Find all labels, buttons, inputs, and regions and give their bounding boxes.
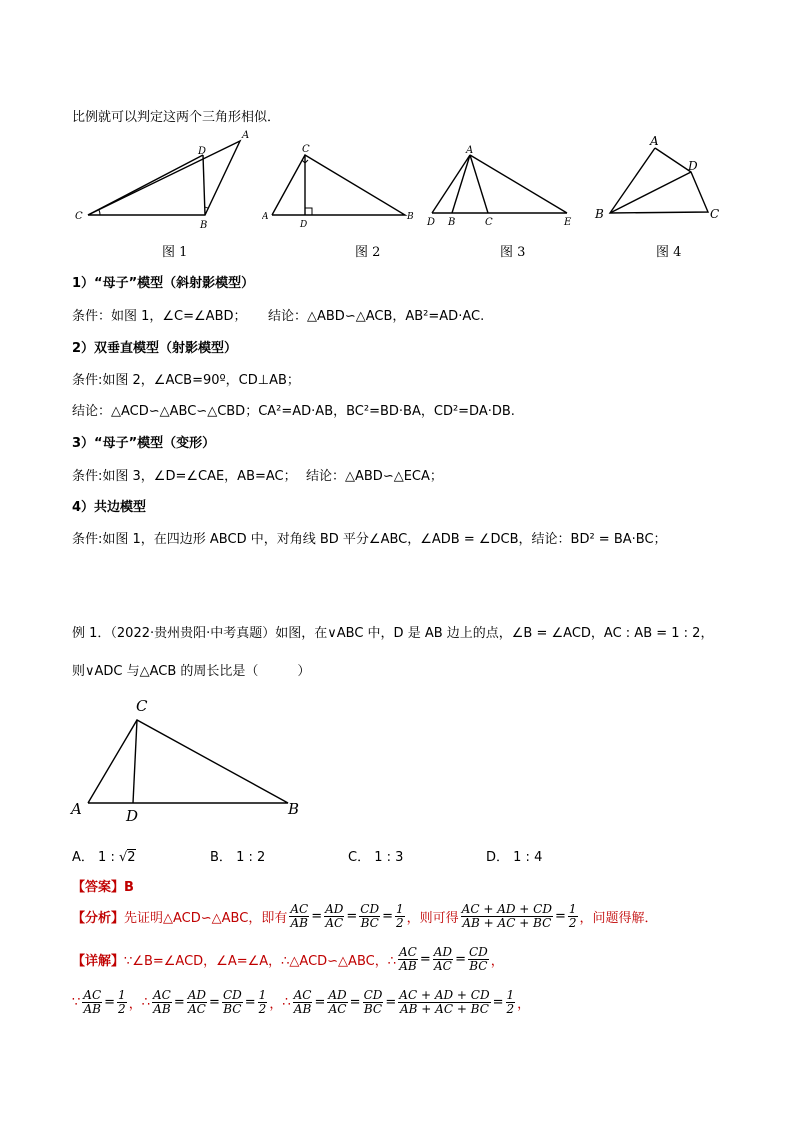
fig3-segment-ab	[452, 155, 470, 213]
model-1-title: 1）“母子”模型（斜射影模型）	[72, 276, 255, 291]
model-2-condition: 条件:如图 2，∠ACB=90º，CD⊥AB；	[72, 373, 300, 388]
fig3-label-a: A	[466, 145, 474, 156]
fig2-label-d: D	[300, 220, 308, 230]
option-c-letter: C．	[348, 850, 371, 865]
fig3-label-e: E	[564, 217, 572, 228]
fig4-label-c: C	[710, 207, 720, 221]
detail2-frac-cd-bc: $\frac{CD}{BC}$	[222, 988, 242, 1016]
example-line-2: 则∨ADC 与△ACB 的周长比是（ ）	[72, 664, 311, 679]
detail2-frac-half-c: $\frac{1}{2}$	[506, 988, 515, 1016]
answer-tag: 【答案】	[72, 880, 125, 895]
detail-text-1: ∵∠B=∠ACD，∠A=∠A，∴△ACD∽△ABC，∴	[124, 953, 396, 969]
figure-4	[590, 130, 730, 232]
option-d[interactable]	[486, 846, 542, 865]
option-a-letter: A．	[72, 850, 94, 865]
fig4-diagonal-bd	[610, 172, 691, 213]
detail-tag: 【详解】	[72, 953, 125, 969]
detail-frac-ac-ab: $\frac{AC}{AB}$	[399, 945, 417, 973]
answer-line	[72, 876, 134, 895]
option-a-pre: 1 :	[98, 850, 115, 865]
detail-frac-ad-ac: $\frac{AD}{AC}$	[433, 945, 453, 973]
example-label-c: C	[136, 697, 148, 715]
example-label-a: A	[71, 800, 82, 818]
analysis-frac-sum: $\frac{AC + AD + CD}{AB + AC + BC}$	[461, 902, 552, 930]
option-b-text: 1 : 2	[236, 850, 266, 865]
analysis-mid: ，则可得	[406, 910, 459, 926]
option-a-radicand: 2	[127, 850, 136, 865]
figure-3	[424, 143, 576, 232]
fig1-label-d: D	[198, 146, 207, 157]
detail2-frac-ac-ab-c: $\frac{AC}{AB}$	[293, 988, 312, 1016]
option-d-text: 1 : 4	[513, 850, 543, 865]
model-1-conclusion: 结论：△ABD∽△ACB，AB²=AD·AC.	[268, 309, 485, 324]
fig2-triangle	[272, 155, 405, 215]
detail2-frac-sum: $\frac{AC + AD + CD}{AB + AC + BC}$	[399, 988, 490, 1016]
fig2-label-b: B	[407, 212, 414, 222]
fig4-label-d: D	[688, 159, 698, 173]
model-1-condition: 条件：如图 1，∠C=∠ABD；	[72, 309, 247, 324]
example-triangle	[88, 720, 288, 803]
fig2-label-a: A	[262, 212, 269, 222]
analysis-tail: ，问题得解．	[579, 910, 658, 926]
example-figure	[66, 694, 312, 826]
fig1-label-c: C	[75, 211, 83, 222]
fig2-caption: 图 2	[355, 245, 381, 260]
intro-text: 比例就可以判定这两个三角形相似．	[72, 110, 281, 125]
option-c[interactable]	[348, 846, 403, 865]
fig4-quadrilateral	[610, 148, 708, 213]
option-c-text: 1 : 3	[374, 850, 404, 865]
fig1-label-b: B	[200, 220, 208, 231]
analysis-lead: 先证明△ACD∽△ABC，即有	[124, 910, 288, 926]
analysis-frac-cd-bc: $\frac{CD}{BC}$	[360, 902, 380, 930]
fig3-label-c: C	[485, 217, 493, 228]
detail-line-1: 【详解】 ∵∠B=∠ACD，∠A=∠A，∴△ACD∽△ABC，∴ $\frac{AC}{AB}$ = $\frac{AD}{AC}$ = $\frac{CD}{BC}$ ，	[72, 945, 504, 973]
fig3-segment-ae	[470, 155, 567, 213]
analysis-line: 【分析】 先证明△ACD∽△ABC，即有 $\frac{AC}{AB}$ = $\frac{AD}{AC}$ = $\frac{CD}{BC}$ = $\frac{1}{2}$ ，则可得 $\frac{AC + AD + CD}{AB + AC + BC}$ = $\frac{1}{2}$ ，问题得解．	[72, 902, 658, 930]
option-d-letter: D．	[486, 850, 510, 865]
fig3-segment-ad	[432, 155, 470, 213]
model-3-title: 3）“母子”模型（变形）	[72, 436, 216, 451]
fig1-angle-c	[99, 210, 100, 215]
fig3-label-b: B	[448, 217, 456, 228]
fig2-right-angle-mark	[305, 208, 312, 215]
detail2-frac-cd-bc-c: $\frac{CD}{BC}$	[363, 988, 383, 1016]
fig2-label-c: C	[302, 144, 310, 155]
model-2-title: 2）双垂直模型（射影模型）	[72, 341, 238, 356]
analysis-tag: 【分析】	[72, 910, 125, 926]
analysis-frac-ac-ab: $\frac{AC}{AB}$	[290, 902, 309, 930]
fig3-caption: 图 3	[500, 245, 526, 260]
fig1-side-cd	[88, 155, 203, 215]
fig1-segment-bd	[203, 155, 205, 215]
example-segment-cd	[133, 720, 137, 803]
option-b-letter: B．	[210, 850, 232, 865]
detail2-frac-ad-ac-c: $\frac{AD}{AC}$	[328, 988, 347, 1016]
analysis-frac-half-2: $\frac{1}{2}$	[568, 902, 577, 930]
detail2-frac-ad-ac: $\frac{AD}{AC}$	[187, 988, 207, 1016]
fig3-label-d: D	[427, 217, 436, 228]
option-b[interactable]	[210, 846, 265, 865]
model-2-conclusion: 结论：△ACD∽△ABC∽△CBD；CA²=AD·AB，BC²=BD·BA，CD²=DA·DB.	[72, 404, 515, 419]
model-3-conclusion: 结论：△ABD∽△ECA；	[306, 469, 443, 484]
fig4-caption: 图 4	[656, 245, 682, 260]
analysis-frac-half: $\frac{1}{2}$	[396, 902, 404, 930]
fig1-label-a: A	[242, 130, 250, 141]
option-a-radical: √	[118, 850, 128, 865]
fig4-label-b: B	[595, 207, 604, 221]
example-label-d: D	[126, 807, 139, 825]
example-label-b: B	[288, 800, 300, 818]
example-line-1: 例 1．（2022·贵州贵阳·中考真题）如图，在∨ABC 中，D 是 AB 边上的点，∠B = ∠ACD，AC : AB = 1 : 2，	[72, 626, 714, 641]
model-3-condition: 条件:如图 3，∠D=∠CAE，AB=AC；	[72, 469, 297, 484]
detail2-frac-ac-ab-b: $\frac{AC}{AB}$	[152, 988, 171, 1016]
model-4-title: 4）共边模型	[72, 500, 147, 515]
analysis-frac-ad-ac: $\frac{AD}{AC}$	[325, 902, 344, 930]
figure-1	[72, 128, 254, 232]
detail2-frac-half: $\frac{1}{2}$	[118, 988, 126, 1016]
fig1-caption: 图 1	[162, 245, 188, 260]
detail-line-2: ∵ $\frac{AC}{AB}$ = $\frac{1}{2}$ ， ∴ $\frac{AC}{AB}$ = $\frac{AD}{AC}$ = $\frac{CD}{BC}$ = $\frac{1}{2}$ ， ∴ $\frac{AC}{AB}$ = $\frac{AD}{AC}$ = $\frac{CD}{BC}$ = $\frac{AC + AD + CD}{AB + AC + BC}$ = $\frac{1}{2}$ ，	[72, 988, 531, 1016]
option-a[interactable]	[72, 846, 136, 865]
fig1-triangle	[88, 141, 240, 215]
model-4-condition: 条件:如图 1，在四边形 ABCD 中，对角线 BD 平分∠ABC，∠ADB = ∠DCB，结论：BD² = BA·BC；	[72, 532, 667, 547]
figure-2	[262, 140, 420, 232]
detail-frac-cd-bc: $\frac{CD}{BC}$	[468, 945, 488, 973]
answer-value: B	[124, 880, 134, 895]
detail2-frac-ac-ab: $\frac{AC}{AB}$	[83, 988, 102, 1016]
detail2-frac-half-b: $\frac{1}{2}$	[258, 988, 267, 1016]
fig4-label-a: A	[650, 134, 659, 148]
